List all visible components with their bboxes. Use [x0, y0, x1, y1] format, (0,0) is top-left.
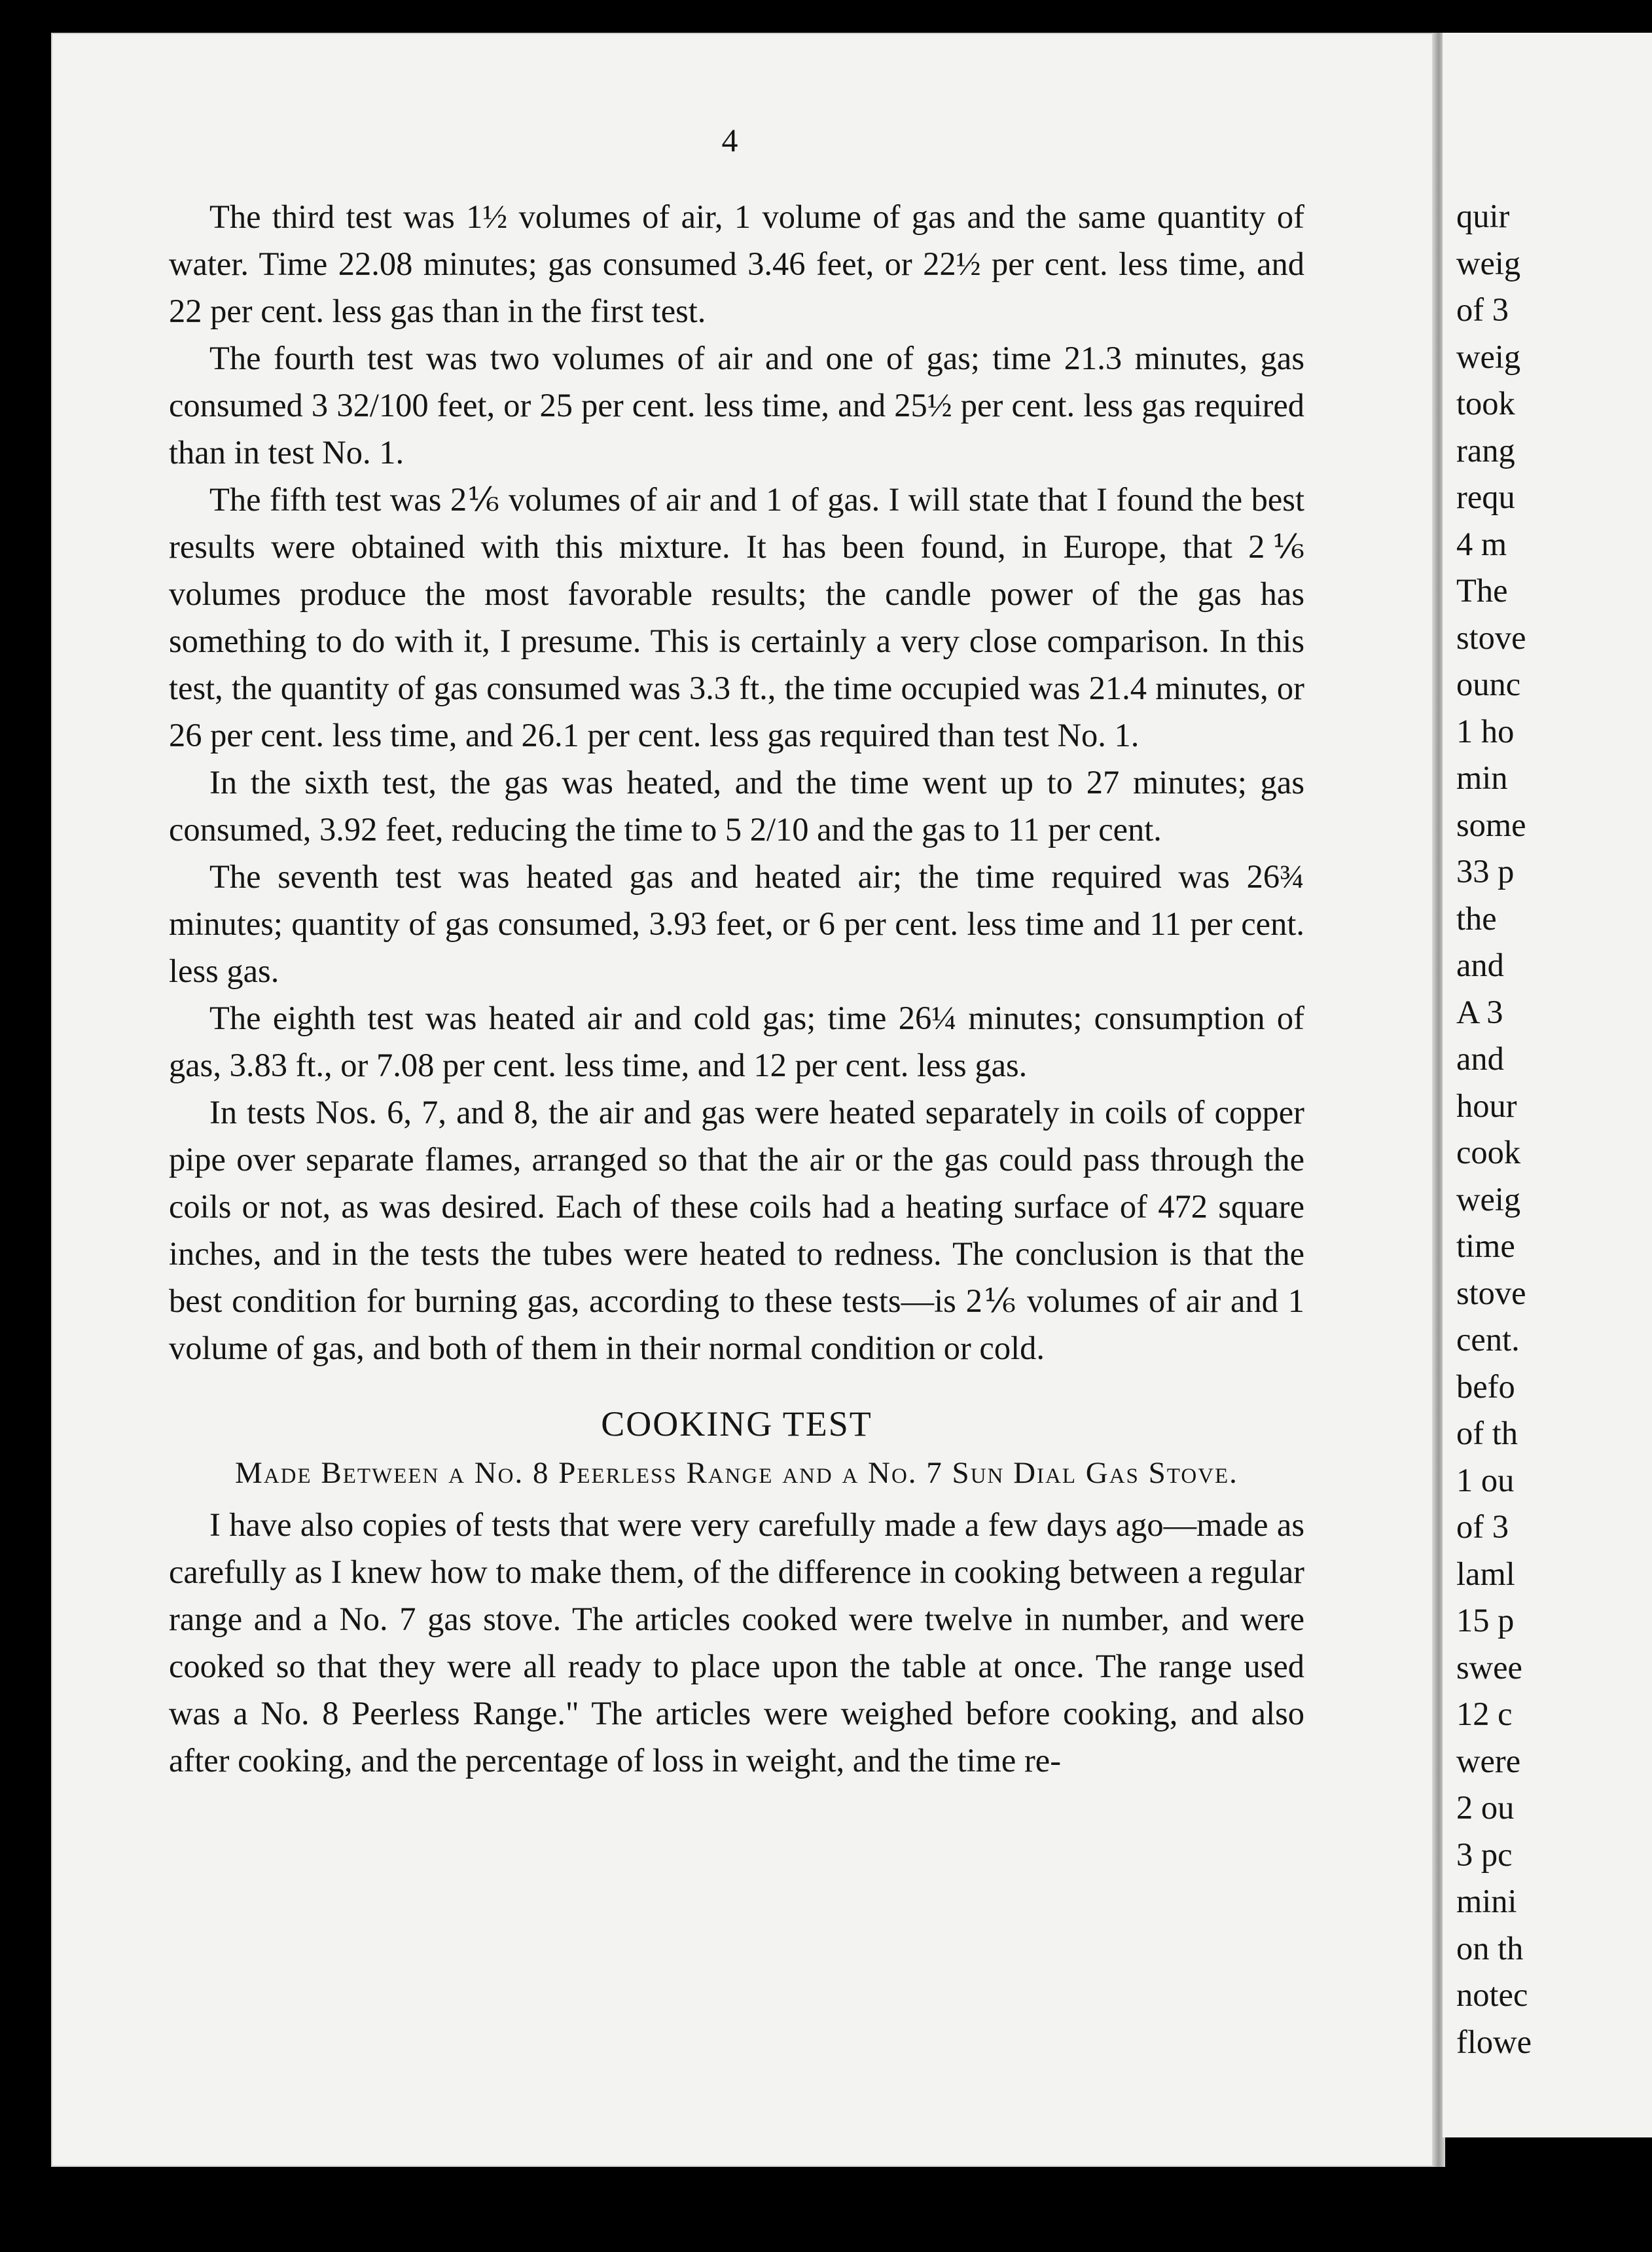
- paragraph-seventh-test: The seventh test was heated gas and heated air; the time required was 26¾ minutes; quantity of gas consumed, 3.93 feet, or 6 per cent. less time and 11 per cent. less gas.: [169, 858, 1304, 989]
- right-page-line: quir: [1456, 198, 1510, 234]
- right-page-line: of 3: [1456, 291, 1509, 328]
- right-page-line: requ: [1456, 479, 1515, 515]
- paragraph-eighth-test: The eighth test was heated air and cold gas; time 26¼ minutes; consumption of gas, 3.83 ft., or 7.08 per cent. less time, and 12 per cent. less gas.: [169, 1000, 1304, 1083]
- right-page-line: 4 m: [1456, 525, 1507, 562]
- right-page-line: swee: [1456, 1648, 1522, 1686]
- right-page-line: ounc: [1456, 666, 1521, 702]
- right-page-line: 1 ho: [1456, 712, 1515, 750]
- right-page-line: 12 c: [1456, 1696, 1513, 1732]
- right-page-line: The: [1456, 572, 1508, 609]
- paragraph-heated-coils: In tests Nos. 6, 7, and 8, the air and gas were heated separately in coils of copper pipe over separate flames, arranged so that the air or the gas could pass through the coils or not, as was desired. Each of these coils had a heating surface of 472 square inches, and in the tests the tubes were heated to redness. The conclusion is that the best condition for burning gas, according to these tests—is 2⅙ volumes of air and 1 volume of gas, and both of them in their normal condition or cold.: [169, 1094, 1304, 1366]
- right-page-line: the: [1456, 899, 1497, 937]
- right-page-line: and: [1456, 1040, 1504, 1077]
- right-page-line: min: [1456, 759, 1508, 796]
- right-page-line: 3 pc: [1456, 1836, 1513, 1873]
- section-heading: COOKING TEST: [601, 1404, 872, 1444]
- right-page-line: of th: [1456, 1415, 1518, 1451]
- right-page-line: rang: [1456, 431, 1515, 469]
- paragraph-third-test: The third test was 1½ volumes of air, 1 volume of gas and the same quantity of water. Time 22.08 minutes; gas consumed 3.46 feet, or 22½ per cent. less time, and 22 per cent. less gas than in the first test.: [169, 198, 1304, 329]
- right-page-line: 33 p: [1456, 853, 1515, 890]
- right-page-line: flowe: [1456, 2023, 1532, 2060]
- right-page-line: on th: [1456, 1929, 1524, 1967]
- right-page-line: hour: [1456, 1087, 1517, 1124]
- right-page-line: weig: [1456, 338, 1521, 375]
- right-page-line: laml: [1456, 1555, 1515, 1592]
- right-page-line: weig: [1456, 244, 1521, 282]
- right-page-line: notec: [1456, 1976, 1528, 2013]
- section-subheading: Made Between a No. 8 Peerless Range and a No. 7 Sun Dial Gas Stove.: [235, 1456, 1238, 1490]
- right-page-line: 15 p: [1456, 1602, 1515, 1639]
- right-page-line: some: [1456, 806, 1526, 843]
- right-page-line: stove: [1456, 619, 1526, 656]
- paragraph-fourth-test: The fourth test was two volumes of air and one of gas; time 21.3 minutes, gas consumed 3 32/100 feet, or 25 per cent. less time, and 25½ per cent. less gas required than in test No. 1.: [169, 340, 1304, 471]
- right-page-line: of 3: [1456, 1508, 1509, 1545]
- right-page-line: and: [1456, 947, 1504, 983]
- right-page-line: mini: [1456, 1883, 1517, 1919]
- right-page-line: stove: [1456, 1274, 1526, 1311]
- page-number: 4: [721, 122, 738, 158]
- right-page-line: cook: [1456, 1134, 1521, 1171]
- right-page-line: cent.: [1456, 1321, 1520, 1358]
- paragraph-cooking-test: I have also copies of tests that were very carefully made a few days ago—made as carefully as I knew how to make them, of the difference in cooking between a regular range and a No. 7 gas stove. The articles cooked were twelve in number, and were cooked so that they were all ready to place upon the table at once. The range used was a No. 8 Peerless Range." The articles were weighed before cooking, and also after cooking, and the percentage of loss in weight, and the time re-: [169, 1506, 1304, 1779]
- paragraph-fifth-test: The fifth test was 2⅙ volumes of air and 1 of gas. I will state that I found the best results were obtained with this mixture. It has been found, in Europe, that 2⅙ volumes produce the most favorable results; the candle power of the gas has something to do with it, I presume. This is certainly a very close comparison. In this test, the quantity of gas consumed was 3.3 ft., the time occupied was 21.4 minutes, or 26 per cent. less time, and 26.1 per cent. less gas required than test No. 1.: [169, 481, 1304, 754]
- right-page-line: 1 ou: [1456, 1461, 1515, 1498]
- paragraph-sixth-test: In the sixth test, the gas was heated, and the time went up to 27 minutes; gas consumed, 3.92 feet, reducing the time to 5 2/10 and the gas to 11 per cent.: [169, 764, 1304, 848]
- page-body: [169, 193, 1304, 1784]
- right-page-line: time: [1456, 1227, 1515, 1264]
- right-page-line: 2 ou: [1456, 1789, 1515, 1826]
- right-page-line: were: [1456, 1742, 1521, 1779]
- right-page-line: A 3: [1456, 993, 1503, 1030]
- right-page-line: befo: [1456, 1368, 1515, 1405]
- right-page-line: weig: [1456, 1180, 1521, 1218]
- right-page-line: took: [1456, 385, 1515, 422]
- right-page-text-fragments: [1456, 193, 1652, 2065]
